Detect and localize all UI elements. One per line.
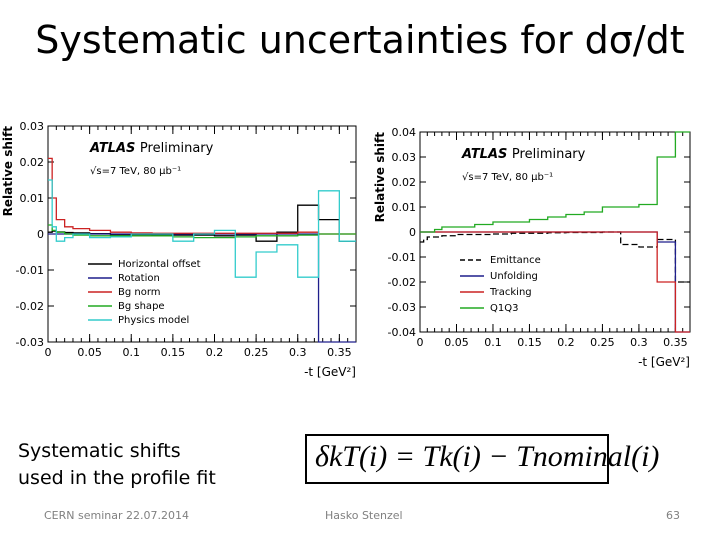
footer-center: Hasko Stenzel: [325, 509, 403, 522]
right-chart-brand-suffix: Preliminary: [511, 147, 586, 162]
left-chart-xtick-label: 0.35: [327, 346, 352, 359]
footer-left: CERN seminar 22.07.2014: [44, 509, 189, 522]
slide-title: Systematic uncertainties for dσ/dt: [35, 18, 685, 62]
left-chart-ylabel: Relative shift: [1, 126, 15, 217]
left-chart-brand-label: [89, 141, 214, 156]
left-chart-xtick-label: 0: [44, 346, 52, 359]
left-chart-ytick-label: 0.02: [19, 156, 44, 169]
right-chart-series-emittance: [420, 232, 690, 282]
right-chart-xtick-label: 0.2: [557, 336, 575, 349]
right-chart-ytick-label: 0.01: [391, 201, 416, 214]
caption: [18, 438, 216, 492]
right-chart-ytick-label: -0.02: [387, 276, 416, 289]
left-chart-legend-label: Rotation: [118, 273, 160, 284]
left-chart-legend-label: Bg norm: [118, 287, 161, 298]
left-chart-xlabel: -t [GeV²]: [304, 365, 356, 379]
left-chart-xtick-label: 0.3: [288, 346, 307, 359]
chart-right-svg: [373, 122, 720, 384]
right-chart-xtick-label: 0.25: [590, 336, 615, 349]
right-chart-xtick-label: 0.05: [444, 336, 469, 349]
left-chart-xtick-label: 0.1: [122, 346, 140, 359]
right-chart-ylabel: Relative shift: [373, 132, 387, 223]
formula-text: δkT(i) = Tk(i) − Tnominal(i): [315, 440, 660, 473]
left-chart-xtick-label: 0.2: [205, 346, 224, 359]
left-chart-brand-suffix: Preliminary: [139, 141, 214, 156]
left-chart-ytick-label: -0.01: [15, 264, 44, 277]
left-chart-legend-label: Bg shape: [118, 301, 165, 312]
right-chart-xtick-label: 0.1: [484, 336, 502, 349]
left-chart-ytick-label: 0.03: [19, 120, 44, 133]
right-chart-ytick-label: 0: [409, 226, 416, 239]
right-chart-ytick-label: -0.01: [387, 251, 416, 264]
left-chart-legend-label: Physics model: [118, 315, 190, 326]
right-chart-ytick-label: 0.04: [391, 126, 416, 139]
left-chart-ytick-label: -0.03: [15, 336, 44, 349]
right-chart-xtick-label: 0.3: [630, 336, 648, 349]
right-chart-energy-label: √s=7 TeV, 80 μb⁻¹: [462, 172, 554, 183]
right-chart-brand-label: [461, 147, 586, 162]
left-chart-xtick-label: 0.05: [77, 346, 102, 359]
right-chart-xtick-label: 0: [416, 336, 424, 349]
right-chart-legend-label: Q1Q3: [490, 303, 519, 314]
chart-right: [373, 122, 720, 384]
right-chart-xlabel: -t [GeV²]: [638, 355, 690, 369]
right-chart-legend-label: Emittance: [490, 255, 541, 266]
right-chart-ytick-label: -0.03: [387, 301, 416, 314]
left-chart-ytick-label: -0.02: [15, 300, 44, 313]
left-chart-series-physics-model: [48, 180, 356, 277]
left-chart-brand: ATLAS: [90, 141, 140, 156]
left-chart-legend-label: Horizontal offset: [118, 259, 201, 270]
right-chart-legend-label: Tracking: [490, 287, 532, 298]
left-chart-energy-label: √s=7 TeV, 80 μb⁻¹: [90, 166, 182, 177]
chart-left: [0, 112, 368, 392]
right-chart-ytick-label: 0.02: [391, 176, 416, 189]
left-chart-ytick-label: 0.01: [19, 192, 44, 205]
left-chart-series-rotation: [48, 234, 356, 342]
right-chart-ytick-label: 0.03: [391, 151, 416, 164]
formula-box: [305, 434, 660, 484]
right-chart-brand: ATLAS: [462, 147, 512, 162]
left-chart-ytick-label: 0: [37, 228, 44, 241]
left-chart-xtick-label: 0.15: [160, 346, 186, 359]
left-chart-xtick-label: 0.25: [243, 346, 269, 359]
chart-left-svg: [0, 112, 368, 392]
page-number: 63: [666, 509, 680, 522]
caption-text: Systematic shifts used in the profile fit: [18, 440, 216, 489]
right-chart-legend-label: Unfolding: [490, 271, 538, 282]
right-chart-xtick-label: 0.15: [517, 336, 542, 349]
right-chart-xtick-label: 0.35: [663, 336, 688, 349]
right-chart-ytick-label: -0.04: [387, 326, 416, 339]
